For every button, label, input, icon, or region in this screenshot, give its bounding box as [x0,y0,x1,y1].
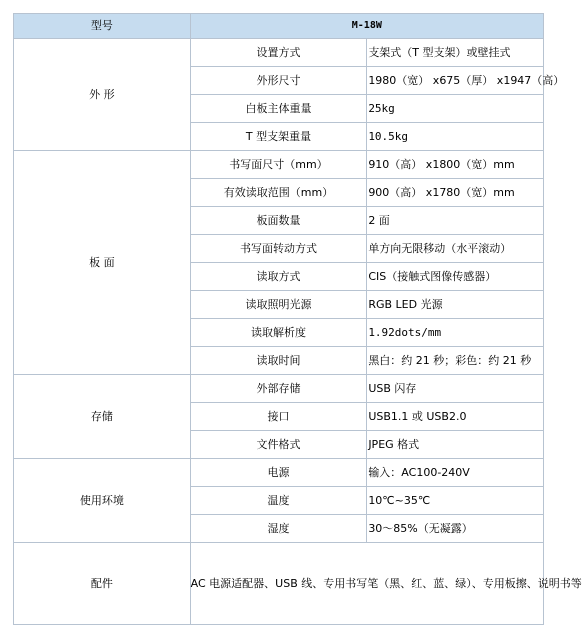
table-row [14,459,544,487]
spec-value: 900（高） x1780（宽）mm [367,179,544,207]
spec-label: 板面数量 [190,207,367,235]
spec-label: 读取时间 [190,347,367,375]
spec-table [13,13,582,625]
model-header-label: 型号 [14,14,191,39]
spec-value: 30～85%（无凝露） [367,515,544,543]
spec-label: 湿度 [190,515,367,543]
spec-value: 支架式（T 型支架）或壁挂式 [367,39,544,67]
spec-value: 输入：AC100-240V [367,459,544,487]
spec-label: 温度 [190,487,367,515]
spec-label: 读取解析度 [190,319,367,347]
spec-label: 书写面转动方式 [190,235,367,263]
spec-value: 10℃~35℃ [367,487,544,515]
table-row [14,39,544,67]
category-accessories: 配件 [14,543,191,625]
table-row [14,375,544,403]
spec-label: 书写面尺寸（mm） [190,151,367,179]
model-name: M-18W [190,14,543,39]
spec-label: 读取照明光源 [190,291,367,319]
header-row [14,14,544,39]
accessories-value: AC 电源适配器、USB 线、专用书写笔（黑、红、蓝、绿）、专用板擦、说明书等 [190,543,543,625]
spec-label: 外部存储 [190,375,367,403]
spec-value: RGB LED 光源 [367,291,544,319]
spec-label: 有效读取范围（mm） [190,179,367,207]
spec-value: 2 面 [367,207,544,235]
spec-label: T 型支架重量 [190,123,367,151]
table-row [14,543,544,625]
category-appearance: 外 形 [14,39,191,151]
spec-value: 910（高） x1800（宽）mm [367,151,544,179]
spec-value: USB1.1 或 USB2.0 [367,403,544,431]
spec-value: 25kg [367,95,544,123]
spec-label: 外形尺寸 [190,67,367,95]
spec-label: 读取方式 [190,263,367,291]
spec-value: CIS（接触式图像传感器） [367,263,544,291]
spec-value: 10.5kg [367,123,544,151]
category-environment: 使用环境 [14,459,191,543]
spec-label: 电源 [190,459,367,487]
spec-value: 黑白：约 21 秒；彩色：约 21 秒 [367,347,544,375]
spec-label: 白板主体重量 [190,95,367,123]
spec-value: USB 闪存 [367,375,544,403]
category-storage: 存储 [14,375,191,459]
table-row [14,151,544,179]
category-board-surface: 板 面 [14,151,191,375]
spec-label: 文件格式 [190,431,367,459]
spec-label: 接口 [190,403,367,431]
spec-value: 1.92dots/mm [367,319,544,347]
spec-value: 单方向无限移动（水平滚动） [367,235,544,263]
spec-value: JPEG 格式 [367,431,544,459]
spec-label: 设置方式 [190,39,367,67]
spec-value: 1980（宽） x675（厚） x1947（高） [367,67,544,95]
